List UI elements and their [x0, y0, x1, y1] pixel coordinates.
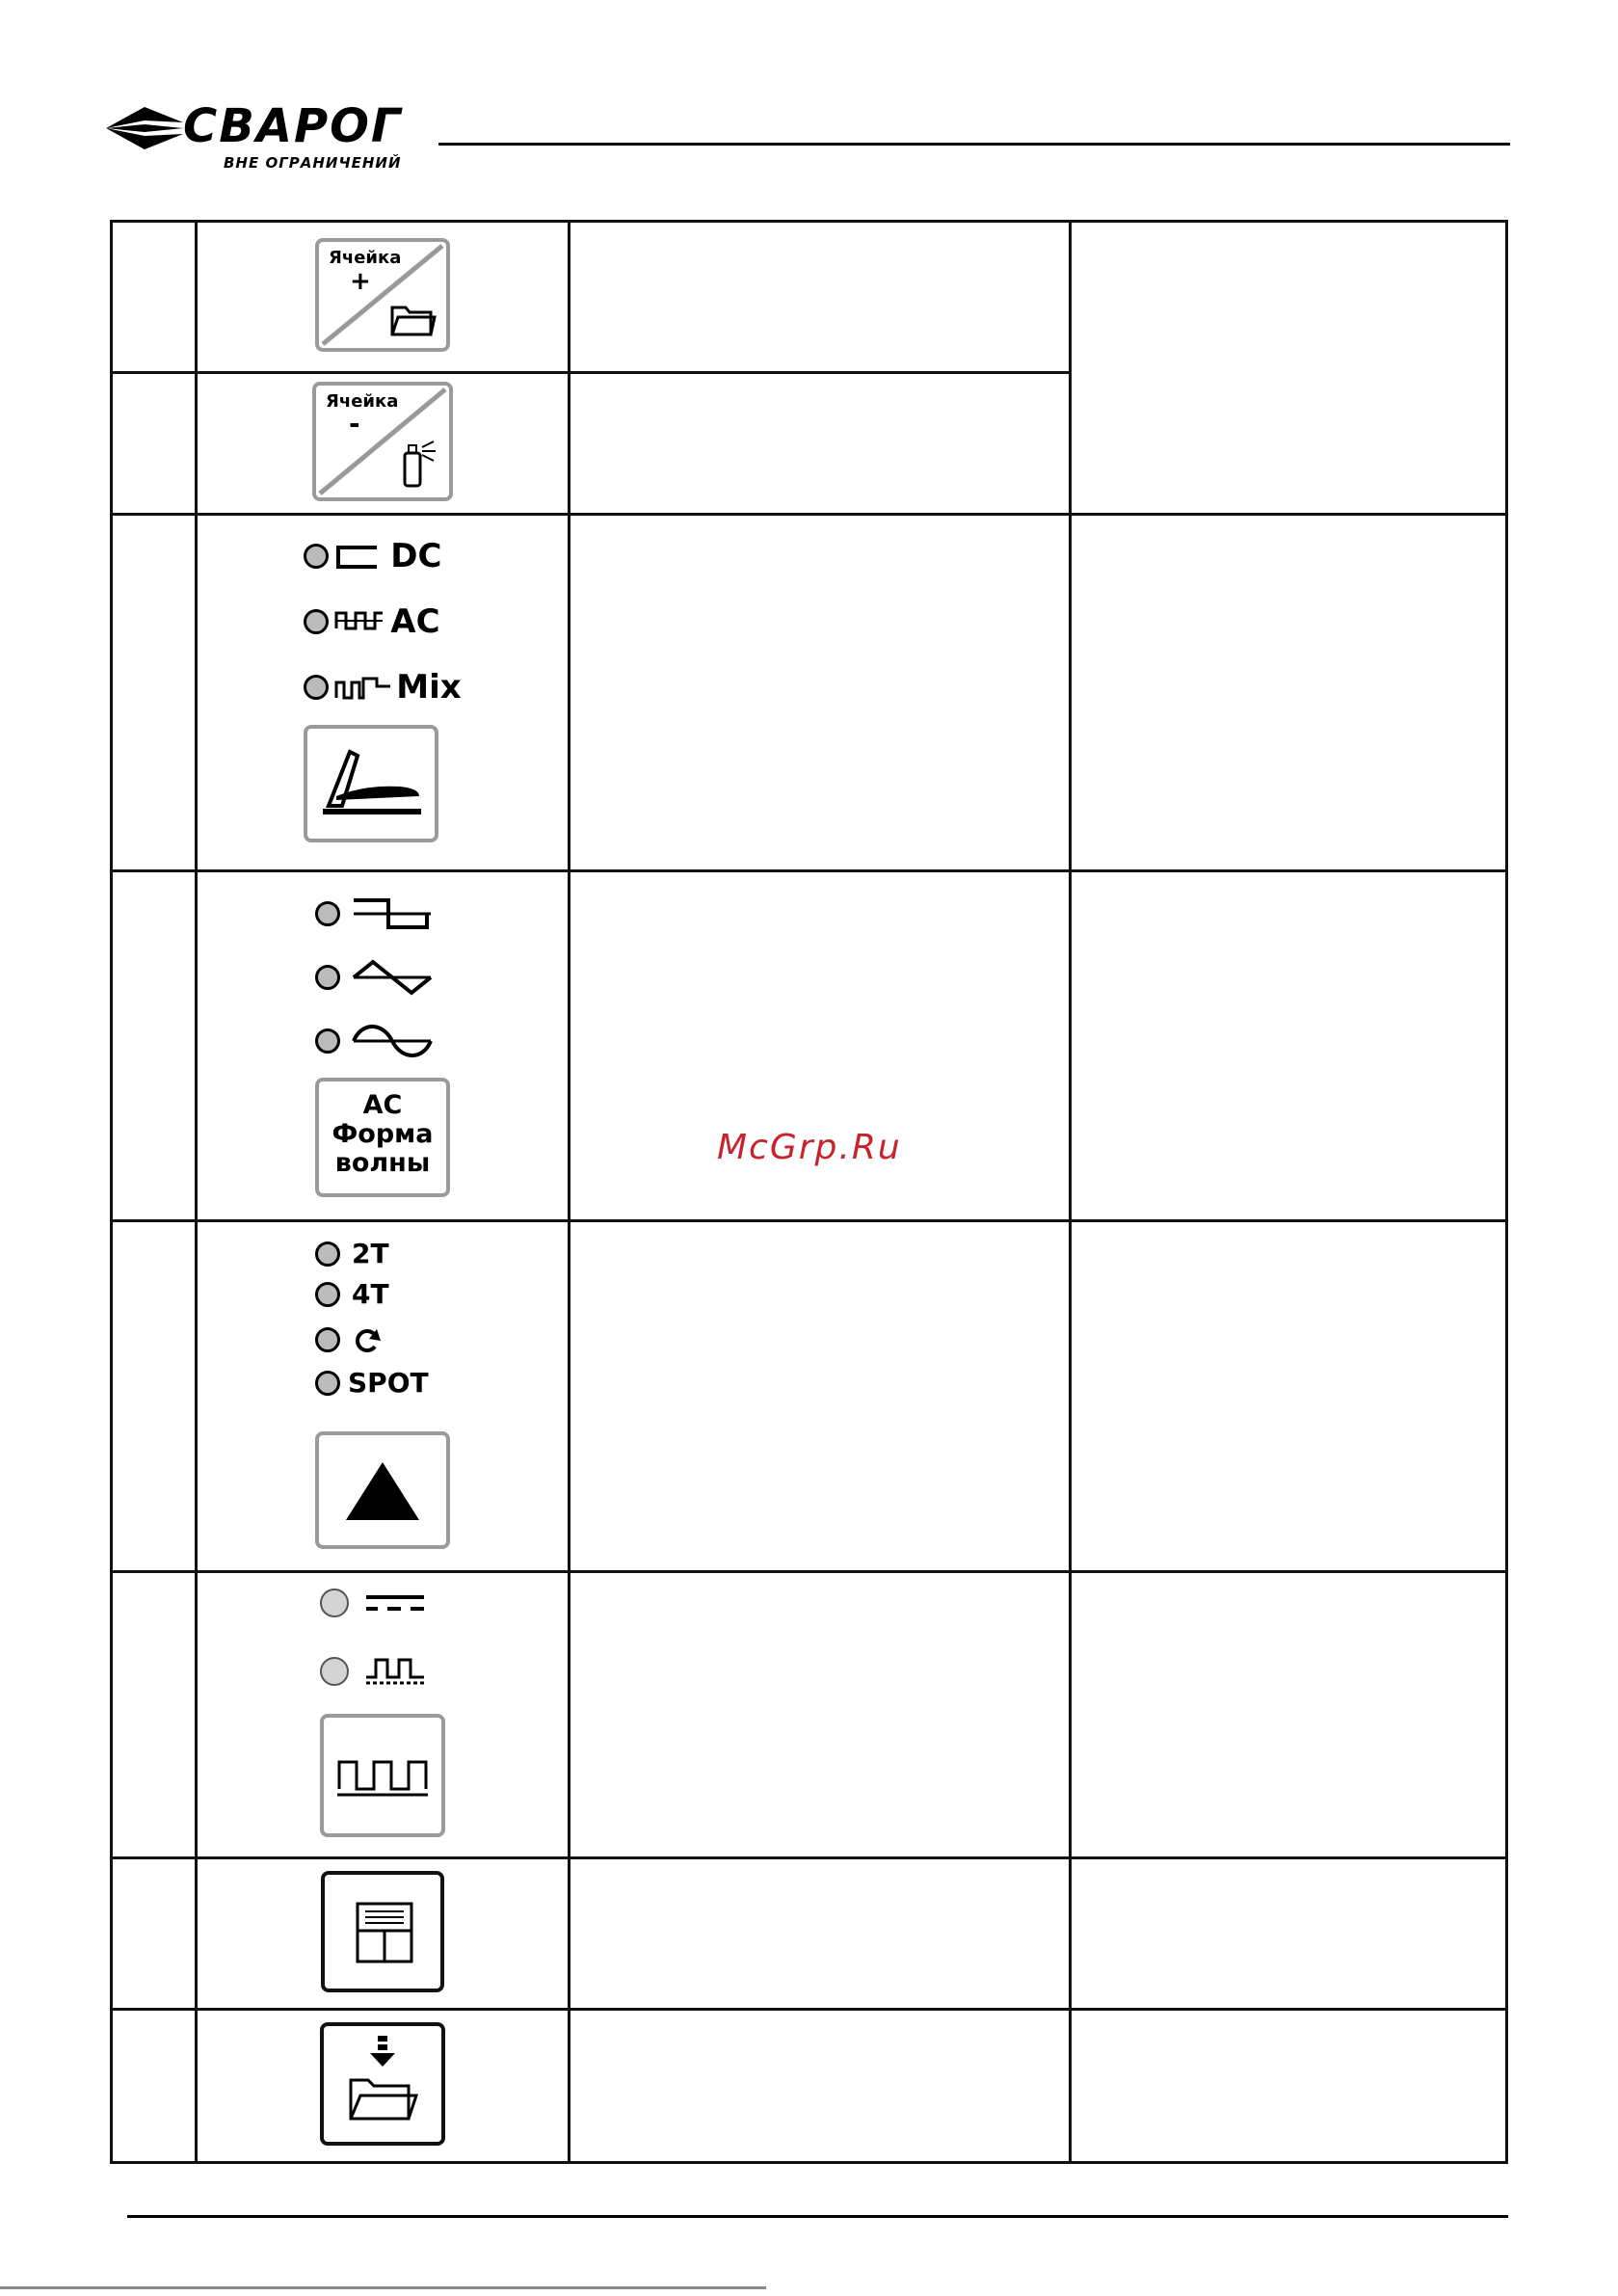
repeat-cycle-icon: [350, 1325, 383, 1354]
indicator-triangle-wave: [315, 958, 450, 997]
mix-symbol-icon: [334, 673, 392, 702]
ac-waveform-line3: волны: [334, 1148, 431, 1179]
row-number-cell: [112, 2010, 197, 2163]
page-header: [106, 101, 1513, 178]
ac-waveform-line2: Форма: [332, 1119, 434, 1150]
function-cell: [570, 222, 1071, 373]
function-cell: [570, 1858, 1071, 2010]
indicator-square-wave: [315, 894, 450, 933]
logo-tagline: ВНЕ ОГРАНИЧЕНИЙ: [224, 154, 402, 172]
function-cell: [570, 2010, 1071, 2163]
torch-mode-button[interactable]: [304, 725, 438, 842]
triangle-wave-icon: [352, 958, 433, 997]
cell-label: Ячейка: [326, 391, 399, 412]
indicator-pulse: [320, 1656, 445, 1687]
function-cell: [570, 373, 1071, 515]
indicator-repeat: [315, 1325, 450, 1354]
table-row: [112, 222, 1507, 373]
row-number-cell: [112, 871, 197, 1221]
description-cell: [1071, 871, 1507, 1221]
indicator-mix: [304, 667, 462, 707]
table-row: [112, 515, 1507, 871]
2t-label: 2T: [352, 1237, 389, 1269]
description-cell: [1071, 222, 1507, 515]
led-dc-steady: [320, 1589, 349, 1617]
description-cell: [1071, 2010, 1507, 2163]
table-row: [112, 1572, 1507, 1858]
mix-label: Mix: [396, 667, 462, 707]
row-number-cell: [112, 1858, 197, 2010]
logo-mark-icon: [106, 101, 183, 155]
logo-text: СВАРОГ: [183, 99, 403, 153]
watermark: McGrp.Ru: [717, 1128, 902, 1167]
row-number-cell: [112, 1572, 197, 1858]
pulse-train-icon: [324, 1718, 441, 1833]
folder-icon: [388, 300, 437, 338]
function-cell: [570, 871, 1071, 1221]
trigger-mode-button[interactable]: [315, 1431, 450, 1549]
dc-symbol-icon: [334, 542, 379, 571]
footer-rule: [127, 2215, 1508, 2218]
cell-label: Ячейка: [329, 248, 402, 268]
icon-cell: [197, 1221, 570, 1572]
description-cell: [1071, 1221, 1507, 1572]
indicator-2t: [315, 1237, 450, 1269]
icon-cell: [197, 222, 570, 373]
function-cell: [570, 1572, 1071, 1858]
description-cell: [1071, 1572, 1507, 1858]
header-rule: [438, 143, 1510, 146]
indicator-spot: [315, 1366, 450, 1399]
description-cell: [1071, 1858, 1507, 2010]
icon-cell: [197, 871, 570, 1221]
ac-waveform-button[interactable]: [315, 1078, 450, 1197]
row-number-cell: [112, 222, 197, 373]
led-mix: [304, 675, 329, 700]
led-spot: [315, 1371, 340, 1396]
triangle-up-icon: [319, 1435, 446, 1545]
minus-sign: -: [349, 408, 360, 440]
cell-minus-button[interactable]: [312, 382, 453, 501]
row-number-cell: [112, 373, 197, 515]
icon-cell: [197, 373, 570, 515]
memory-layout-button[interactable]: [321, 1871, 444, 1992]
row-number-cell: [112, 515, 197, 871]
function-cell: [570, 515, 1071, 871]
function-cell: [570, 1221, 1071, 1572]
table-row: [112, 2010, 1507, 2163]
led-repeat: [315, 1327, 340, 1352]
dc-label: DC: [390, 536, 442, 575]
led-ac: [304, 609, 329, 634]
led-triangle-wave: [315, 965, 340, 990]
gas-cylinder-icon: [399, 438, 439, 490]
spec-table: [110, 220, 1508, 2164]
led-dc: [304, 544, 329, 569]
icon-cell: [197, 1572, 570, 1858]
tig-torch-icon: [307, 729, 435, 839]
memory-table-icon: [325, 1875, 440, 1989]
table-row: [112, 871, 1507, 1221]
indicator-dc-steady: [320, 1589, 445, 1617]
row-number-cell: [112, 1221, 197, 1572]
pulse-wave-icon: [364, 1656, 426, 1687]
indicator-dc: [304, 536, 461, 575]
ac-symbol-icon: [334, 607, 385, 636]
spot-label: SPOT: [348, 1366, 429, 1399]
led-2t: [315, 1241, 340, 1267]
led-sine-wave: [315, 1028, 340, 1054]
plus-sign: +: [350, 267, 371, 296]
ac-waveform-line1: AC: [362, 1090, 403, 1120]
square-wave-icon: [352, 894, 433, 933]
indicator-sine-wave: [315, 1022, 450, 1060]
icon-cell: [197, 515, 570, 871]
icon-cell: [197, 1858, 570, 2010]
load-from-memory-button[interactable]: [320, 2022, 445, 2146]
scan-edge: [0, 2286, 766, 2289]
led-4t: [315, 1282, 340, 1307]
4t-label: 4T: [352, 1277, 389, 1310]
table-row: [112, 1221, 1507, 1572]
pulse-mode-button[interactable]: [320, 1714, 445, 1837]
table-row: [112, 1858, 1507, 2010]
led-pulse: [320, 1657, 349, 1686]
dc-line-icon: [364, 1589, 426, 1616]
folder-download-icon: [324, 2026, 441, 2142]
indicator-ac: [304, 601, 461, 641]
icon-cell: [197, 2010, 570, 2163]
sine-wave-icon: [352, 1022, 433, 1060]
led-square-wave: [315, 901, 340, 926]
indicator-4t: [315, 1277, 450, 1310]
ac-label: AC: [390, 601, 440, 641]
cell-plus-button[interactable]: [315, 238, 450, 352]
description-cell: [1071, 515, 1507, 871]
